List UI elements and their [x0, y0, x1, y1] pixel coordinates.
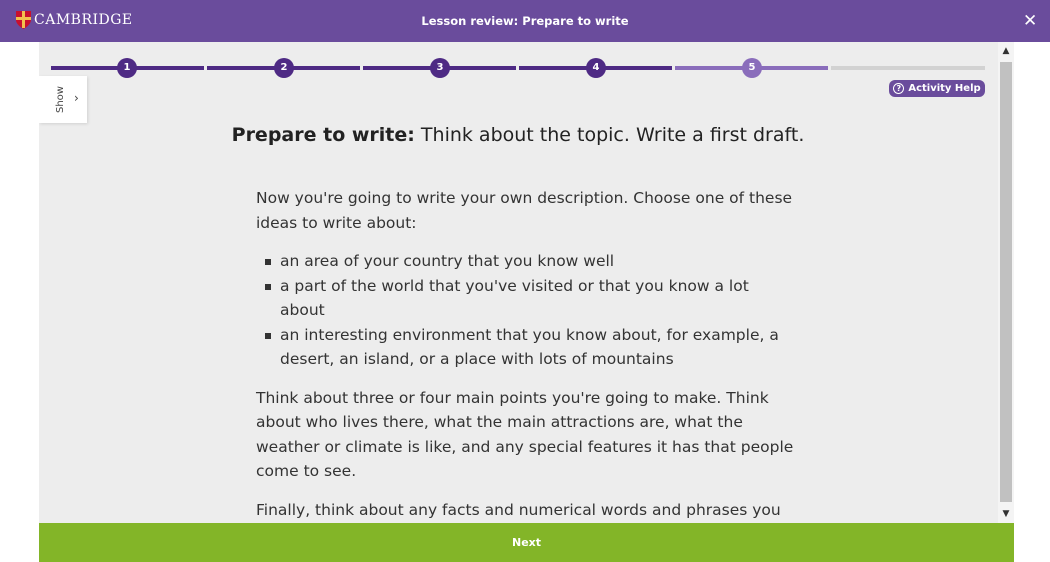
list-item: an interesting environment that you know about, for example, a desert, an island, or a place with lots of mountains: [256, 323, 796, 372]
show-model-tab[interactable]: [39, 76, 87, 123]
cambridge-logo: [16, 11, 133, 29]
step-2[interactable]: 2: [274, 58, 294, 78]
step-5-current[interactable]: 5: [742, 58, 762, 78]
step-3[interactable]: 3: [430, 58, 450, 78]
step-1[interactable]: 1: [117, 58, 137, 78]
activity-help-button[interactable]: [889, 80, 985, 97]
scroll-thumb[interactable]: [1000, 62, 1012, 502]
lesson-title: Lesson review: Prepare to write: [421, 14, 629, 28]
scrollbar[interactable]: [998, 42, 1014, 523]
scroll-down-arrow-icon[interactable]: ▼: [1002, 509, 1010, 519]
progress-segment-remaining: [831, 66, 985, 70]
content-area: [39, 42, 999, 523]
next-button[interactable]: Next: [39, 523, 1014, 562]
final-paragraph: [256, 498, 796, 524]
step-4[interactable]: 4: [586, 58, 606, 78]
points-paragraph: Think about three or four main points you're going to make. Think about who lives there, what the main attractions are, what the weather or climate is like, and any special features it has that people come to see.: [256, 388, 794, 480]
list-item: an area of your country that you know well: [256, 249, 796, 274]
progress-steps: [51, 58, 985, 78]
final-text-1: Finally, think about any facts and numerical words and phrases you: [256, 500, 781, 519]
heading-bold: Prepare to write:: [231, 124, 415, 146]
instructions-body: [256, 186, 796, 523]
top-bar: [0, 0, 1050, 42]
heading-rest: Think about the topic. Write a first draft.: [414, 124, 805, 146]
cambridge-shield-icon: [16, 11, 31, 29]
intro-paragraph: Now you're going to write your own description. Choose one of these ideas to write about:: [256, 189, 793, 232]
chevron-right-icon: ›: [74, 91, 79, 105]
logo-text: CAMBRIDGE: [34, 12, 133, 28]
page-heading: [39, 124, 997, 146]
list-item: a part of the world that you've visited or that you know a lot about: [256, 274, 796, 323]
question-icon: ?: [893, 83, 904, 94]
scroll-up-arrow-icon[interactable]: ▲: [1002, 46, 1010, 56]
ideas-list: [256, 249, 796, 372]
close-icon[interactable]: ✕: [1023, 11, 1038, 31]
activity-help-label: Activity Help: [908, 83, 981, 94]
show-tab-label: Show: [55, 86, 66, 113]
